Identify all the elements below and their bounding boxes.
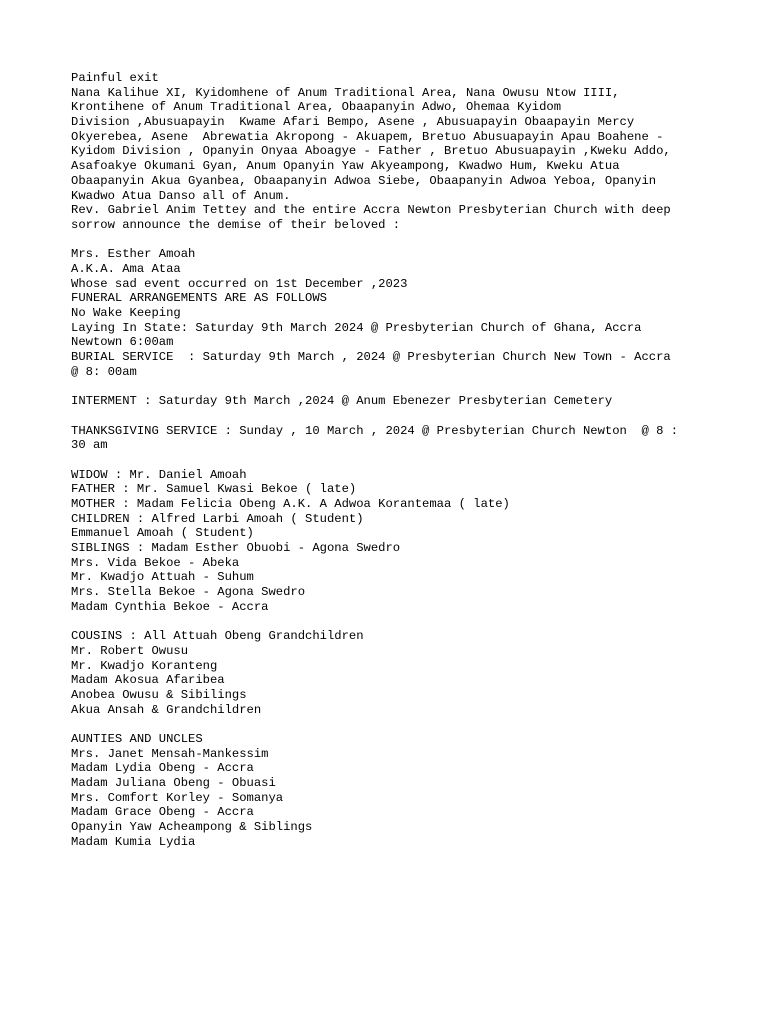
text-line: Madam Juliana Obeng - Obuasi <box>71 776 276 790</box>
text-line: Asafoakye Okumani Gyan, Anum Opanyin Yaw Akyeampong, Kwadwo Hum, Kweku Atua <box>71 159 620 174</box>
text-line: Opanyin Yaw Acheampong & Siblings <box>71 820 313 835</box>
text-line: INTERMENT : Saturday 9th March ,2024 @ Anum Ebenezer Presbyterian Cemetery <box>71 394 613 409</box>
text-line: Division ,Abusuapayin Kwame Afari Bempo, Asene , Abusuapayin Obaapayin Mercy <box>71 115 635 130</box>
blank-line <box>71 453 751 468</box>
text-line: AUNTIES AND UNCLES <box>71 731 203 746</box>
blank-line <box>71 409 751 424</box>
text-line: Mr. Kwadjo Attuah - Suhum <box>71 570 254 585</box>
text-line: Akua Ansah & Grandchildren <box>71 702 262 717</box>
text-line: Obaapanyin Akua Gyanbea, Obaapanyin Adwoa Siebe, Obaapanyin Adwoa Yeboa, Opanyin <box>71 173 657 188</box>
text-line: Madam Kumia Lydia <box>71 834 196 849</box>
text-line: Madam Cynthia Bekoe - Accra <box>71 599 269 614</box>
text-line: Madam Grace Obeng - Accra <box>71 805 254 820</box>
text-line: No Wake Keeping <box>71 306 181 320</box>
text-line: Emmanuel Amoah ( Student) <box>71 526 254 541</box>
text-line: SIBLINGS : Madam Esther Obuobi - Agona Swedro <box>71 541 401 555</box>
blank-line <box>71 717 751 732</box>
text-line: Mrs. Janet Mensah-Mankessim <box>71 746 269 761</box>
text-line: Madam Lydia Obeng - Accra <box>71 761 254 776</box>
text-line: Mrs. Esther Amoah <box>71 247 196 262</box>
text-line: Kyidom Division , Opanyin Onyaa Aboagye - Father , Bretuo Abusuapayin ,Kweku Addo, <box>71 144 671 159</box>
text-line: Laying In State: Saturday 9th March 2024 @ Presbyterian Church of Ghana, Accra <box>71 320 642 335</box>
text-line: Mr. Robert Owusu <box>71 643 189 658</box>
text-line: BURIAL SERVICE : Saturday 9th March , 2024 @ Presbyterian Church New Town - Accra <box>71 350 671 365</box>
text-line: Mr. Kwadjo Koranteng <box>71 658 218 673</box>
text-line: @ 8: 00am <box>71 364 137 379</box>
blank-line <box>71 233 751 248</box>
text-line: THANKSGIVING SERVICE : Sunday , 10 March , 2024 @ Presbyterian Church Newton @ 8 : <box>71 423 679 438</box>
text-line: COUSINS : All Attuah Obeng Grandchildren <box>71 629 364 644</box>
text-line: Mrs. Comfort Korley - Somanya <box>71 790 284 805</box>
text-line: A.K.A. Ama Ataa <box>71 261 181 276</box>
document-body <box>71 71 751 849</box>
text-line: Newtown 6:00am <box>71 335 174 350</box>
text-line: MOTHER : Madam Felicia Obeng A.K. A Adwoa Korantemaa ( late) <box>71 496 510 511</box>
text-line: Painful exit <box>71 71 159 85</box>
blank-line <box>71 614 751 629</box>
text-line: Krontihene of Anum Traditional Area, Obaapanyin Adwo, Ohemaa Kyidom <box>71 100 562 115</box>
text-line: WIDOW : Mr. Daniel Amoah <box>71 467 247 482</box>
text-line: Madam Akosua Afaribea <box>71 673 225 688</box>
text-line: Okyerebea, Asene Abrewatia Akropong - Akuapem, Bretuo Abusuapayin Apau Boahene - <box>71 129 664 144</box>
text-line: Anobea Owusu & Sibilings <box>71 687 247 702</box>
text-line: sorrow announce the demise of their beloved : <box>71 217 401 232</box>
text-line: Mrs. Vida Bekoe - Abeka <box>71 555 240 570</box>
text-line: 30 am <box>71 438 108 453</box>
text-line: FUNERAL ARRANGEMENTS ARE AS FOLLOWS <box>71 291 327 306</box>
text-line: CHILDREN : Alfred Larbi Amoah ( Student) <box>71 511 364 526</box>
text-line: Nana Kalihue XI, Kyidomhene of Anum Traditional Area, Nana Owusu Ntow IIII, <box>71 85 620 100</box>
text-line: Kwadwo Atua Danso all of Anum. <box>71 188 291 203</box>
blank-line <box>71 379 751 394</box>
text-line: Mrs. Stella Bekoe - Agona Swedro <box>71 585 306 600</box>
text-line: Rev. Gabriel Anim Tettey and the entire Accra Newton Presbyterian Church with deep <box>71 203 671 218</box>
text-line: Whose sad event occurred on 1st December ,2023 <box>71 276 408 291</box>
text-line: FATHER : Mr. Samuel Kwasi Bekoe ( late) <box>71 482 357 497</box>
